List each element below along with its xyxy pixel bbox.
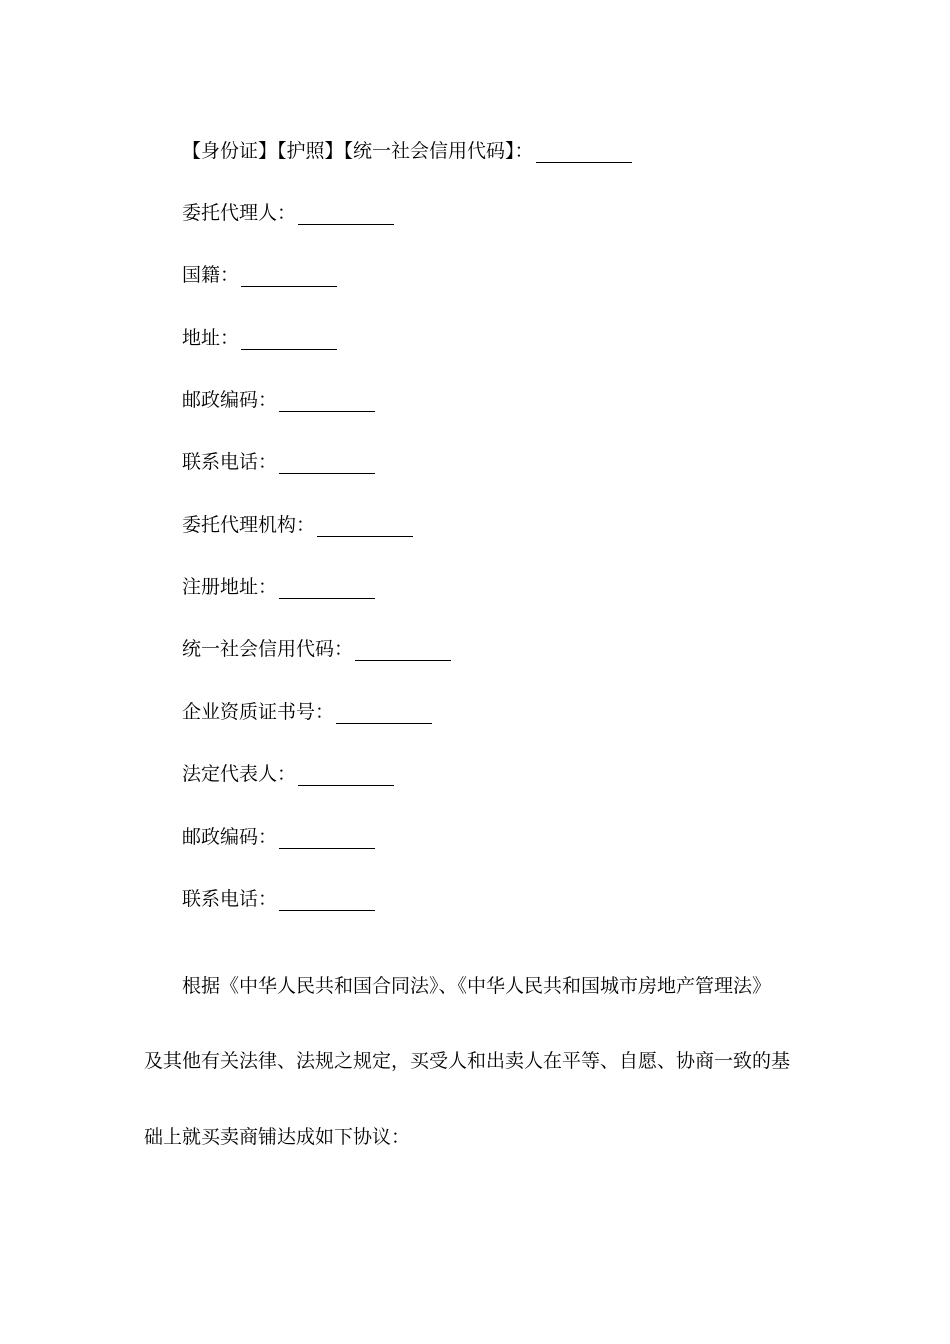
agency-blank [317, 516, 413, 537]
postal-code-blank [279, 391, 375, 412]
address-blank [241, 329, 337, 350]
qualification-cert-label: 企业资质证书号： [182, 701, 335, 723]
agreement-paragraph-line-2: 及其他有关法律、法规之规定，买受人和出卖人在平等、自愿、协商一致的基 [144, 1050, 791, 1072]
qualification-cert-field [182, 700, 432, 724]
legal-rep-blank [298, 765, 394, 786]
postal-code-2-field [182, 825, 375, 849]
agent-blank [298, 204, 394, 225]
credit-code-label: 统一社会信用代码： [182, 638, 354, 660]
address-label: 地址： [182, 327, 240, 349]
phone-label: 联系电话： [182, 451, 278, 473]
agent-label: 委托代理人： [182, 202, 297, 224]
phone-2-label: 联系电话： [182, 888, 278, 910]
id-document-field [182, 139, 632, 163]
agreement-paragraph-line-1: 根据《中华人民共和国合同法》、《中华人民共和国城市房地产管理法》 [182, 975, 772, 997]
phone-field [182, 450, 375, 474]
id-document-label: 【身份证】【护照】【统一社会信用代码】： [182, 140, 534, 162]
phone-blank [279, 453, 375, 474]
nationality-field [182, 263, 337, 287]
nationality-blank [241, 266, 337, 287]
registered-address-label: 注册地址： [182, 576, 278, 598]
registered-address-field [182, 575, 375, 599]
postal-code-label: 邮政编码： [182, 389, 278, 411]
agency-label: 委托代理机构： [182, 514, 316, 536]
qualification-cert-blank [336, 703, 432, 724]
id-document-blank [536, 142, 632, 163]
agent-field [182, 201, 394, 225]
legal-rep-field [182, 762, 394, 786]
registered-address-blank [279, 578, 375, 599]
postal-code-2-label: 邮政编码： [182, 826, 278, 848]
agency-field [182, 513, 413, 537]
credit-code-field [182, 637, 451, 661]
postal-code-2-blank [279, 828, 375, 849]
postal-code-field [182, 388, 375, 412]
legal-rep-label: 法定代表人： [182, 763, 297, 785]
agreement-paragraph-line-3: 础上就买卖商铺达成如下协议： [144, 1126, 411, 1148]
phone-2-field [182, 887, 375, 911]
address-field [182, 326, 337, 350]
phone-2-blank [279, 890, 375, 911]
nationality-label: 国籍： [182, 264, 240, 286]
credit-code-blank [355, 640, 451, 661]
